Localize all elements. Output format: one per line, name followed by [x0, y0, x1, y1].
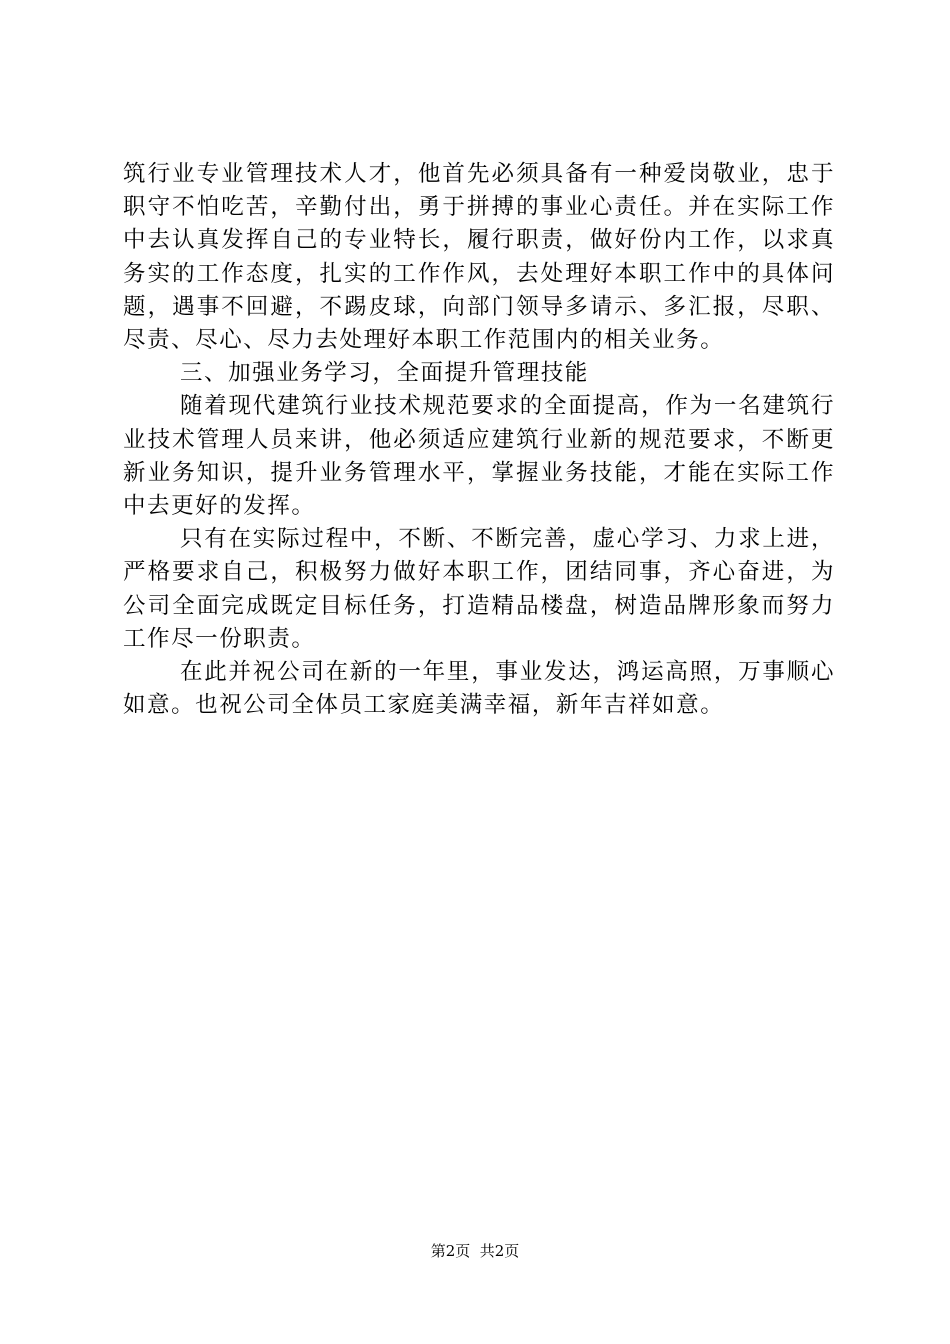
document-body [123, 158, 835, 722]
page-number-footer: 第2页 共2页 [430, 1242, 520, 1260]
body-paragraph-continuation: 筑行业专业管理技术人才，他首先必须具备有一种爱岗敬业，忠于职守不怕吃苦，辛勤付出，勇于拼搏的事业心责任。并在实际工作中去认真发挥自己的专业特长，履行职责，做好份内工作，以求真务实的工作态度，扎实的工作作风，去处理好本职工作中的具体问题，遇事不回避，不踢皮球，向部门领导多请示、多汇报，尽职、尽责、尽心、尽力去处理好本职工作范围内的相关业务。 [123, 161, 835, 354]
closing-paragraph: 在此并祝公司在新的一年里，事业发达，鸿运高照，万事顺心如意。也祝公司全体员工家庭美满幸福，新年吉祥如意。 [123, 659, 835, 719]
body-paragraph: 只有在实际过程中，不断、不断完善，虚心学习、力求上进，严格要求自己，积极努力做好本职工作，团结同事，齐心奋进，为公司全面完成既定目标任务，打造精品楼盘，树造品牌形象而努力工作尽一份职责。 [123, 526, 835, 652]
section-heading: 三、加强业务学习，全面提升管理技能 [180, 360, 589, 387]
body-paragraph: 随着现代建筑行业技术规范要求的全面提高，作为一名建筑行业技术管理人员来讲，他必须适应建筑行业新的规范要求，不断更新业务知识，提升业务管理水平，掌握业务技能，才能在实际工作中去更好的发挥。 [123, 393, 835, 520]
